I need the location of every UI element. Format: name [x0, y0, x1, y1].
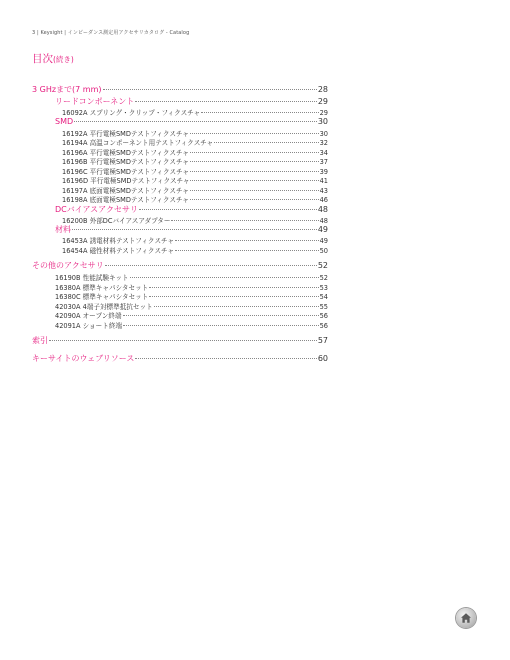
toc-label: 16454A 磁性材料テストフィクスチャ — [62, 246, 174, 254]
toc-page: 49 — [319, 237, 328, 245]
toc-leader — [175, 240, 319, 241]
toc-label: 16196C 平行電極SMDテストフィクスチャ — [62, 167, 189, 175]
toc-leader — [149, 296, 318, 297]
toc-label: 材料 — [55, 225, 71, 234]
home-icon — [460, 612, 472, 624]
toc-page: 34 — [319, 148, 328, 156]
toc-page: 32 — [319, 139, 328, 147]
toc-label: 16198A 底面電極SMDテストフィクスチャ — [62, 196, 189, 204]
toc-section-index[interactable] — [32, 335, 328, 347]
toc-leader — [49, 340, 317, 341]
toc-section-other-accessories[interactable] — [32, 260, 328, 272]
toc-page: 41 — [319, 177, 328, 185]
table-of-contents — [32, 84, 328, 365]
toc-label: SMD — [55, 116, 74, 126]
toc-entry[interactable] — [32, 310, 328, 320]
toc-leader — [154, 306, 319, 307]
toc-page: 46 — [319, 196, 328, 204]
toc-leader — [105, 265, 317, 266]
toc-leader — [149, 287, 318, 288]
toc-label: 16453A 誘電材料テストフィクスチャ — [62, 237, 174, 245]
toc-page: 39 — [319, 167, 328, 175]
toc-subsection-materials[interactable] — [32, 224, 328, 235]
toc-leader — [214, 142, 318, 143]
toc-entry[interactable] — [32, 156, 328, 166]
toc-label: 16092A スプリング・クリップ・フィクスチャ — [62, 109, 201, 117]
page-header: 3 | Keysight | インピーダンス測定用アクセサリカタログ - Catalog — [32, 30, 190, 36]
toc-entry[interactable] — [32, 245, 328, 255]
toc-entry[interactable] — [32, 194, 328, 204]
toc-page: 52 — [317, 261, 328, 270]
toc-label: 16380A 標準キャパシタセット — [55, 283, 149, 291]
toc-page: 60 — [317, 354, 328, 363]
toc-subsection-dc-bias[interactable] — [32, 204, 328, 215]
toc-leader — [190, 180, 318, 181]
toc-subsection-smd[interactable] — [32, 117, 328, 128]
toc-entry[interactable] — [32, 215, 328, 225]
toc-label: 16197A 底面電極SMDテストフィクスチャ — [62, 186, 189, 194]
toc-label: 16196D 平行電極SMDテストフィクスチャ — [62, 177, 190, 185]
toc-entry[interactable] — [32, 282, 328, 292]
toc-entry[interactable] — [32, 272, 328, 282]
toc-leader — [139, 209, 317, 210]
toc-leader — [123, 325, 319, 326]
toc-page: 43 — [319, 186, 328, 194]
toc-leader — [135, 101, 317, 102]
toc-label: 16196A 平行電極SMDテストフィクスチャ — [62, 148, 189, 156]
toc-page: 48 — [319, 216, 328, 224]
toc-label: 16192A 平行電極SMDテストフィクスチャ — [62, 129, 189, 137]
toc-label: 16194A 高温コンポーネント用テストフィクスチャ — [62, 139, 214, 147]
toc-leader — [190, 152, 319, 153]
toc-page: 52 — [319, 274, 328, 282]
toc-entry[interactable] — [32, 235, 328, 245]
toc-entry[interactable] — [32, 147, 328, 157]
toc-label: その他のアクセサリ — [32, 261, 104, 270]
toc-leader — [175, 250, 319, 251]
toc-page: 30 — [317, 116, 328, 126]
title-main: 目次 — [32, 53, 53, 65]
toc-label: 索引 — [32, 336, 48, 345]
toc-page: 49 — [317, 225, 328, 234]
toc-leader — [103, 89, 317, 90]
toc-entry[interactable] — [32, 175, 328, 185]
toc-label: 42091A ショート終端 — [55, 321, 123, 329]
home-button[interactable] — [456, 608, 476, 628]
toc-label: 16200B 外部DCバイアスアダプター — [62, 216, 171, 224]
toc-leader — [74, 121, 317, 122]
toc-label: 16380C 標準キャパシタセット — [55, 293, 149, 301]
toc-page: 54 — [319, 293, 328, 301]
toc-label: キーサイトのウェブリソース — [32, 354, 135, 363]
toc-entry[interactable] — [32, 291, 328, 301]
page-title — [32, 51, 74, 66]
toc-label: 42030A 4端子対標準抵抗セット — [55, 302, 153, 310]
toc-subsection-lead[interactable] — [32, 96, 328, 107]
toc-section-web-resources[interactable] — [32, 353, 328, 365]
toc-page: 29 — [319, 109, 328, 117]
toc-entry[interactable] — [32, 301, 328, 311]
toc-section-3ghz[interactable] — [32, 84, 328, 96]
toc-label: DCバイアスアクセサリ — [55, 204, 138, 214]
toc-leader — [135, 358, 316, 359]
toc-label: リードコンポーネント — [55, 97, 135, 106]
toc-leader — [130, 277, 319, 278]
toc-leader — [201, 112, 319, 113]
toc-page: 37 — [319, 158, 328, 166]
toc-leader — [190, 171, 319, 172]
title-sub: (続き) — [53, 55, 74, 64]
toc-entry[interactable] — [32, 137, 328, 147]
toc-entry[interactable] — [32, 107, 328, 117]
toc-page: 53 — [319, 283, 328, 291]
toc-leader — [171, 220, 318, 221]
toc-entry[interactable] — [32, 166, 328, 176]
toc-leader — [72, 229, 317, 230]
toc-leader — [123, 315, 319, 316]
toc-page: 30 — [319, 129, 328, 137]
toc-leader — [190, 190, 319, 191]
toc-page: 48 — [317, 204, 328, 214]
toc-page: 29 — [317, 97, 328, 106]
toc-leader — [190, 133, 319, 134]
toc-page: 28 — [317, 85, 328, 94]
toc-leader — [190, 199, 319, 200]
toc-label: 16190B 性能試験キット — [55, 274, 129, 282]
toc-page: 55 — [319, 302, 328, 310]
toc-page: 56 — [319, 321, 328, 329]
toc-entry[interactable] — [32, 320, 328, 330]
toc-entry[interactable] — [32, 185, 328, 195]
toc-page: 57 — [317, 336, 328, 345]
toc-label: 3 GHzまで(7 mm) — [32, 85, 102, 94]
toc-page: 56 — [319, 312, 328, 320]
toc-entry[interactable] — [32, 128, 328, 138]
toc-label: 42090A オープン終端 — [55, 312, 122, 320]
toc-leader — [190, 161, 319, 162]
toc-page: 50 — [319, 246, 328, 254]
toc-label: 16196B 平行電極SMDテストフィクスチャ — [62, 158, 189, 166]
